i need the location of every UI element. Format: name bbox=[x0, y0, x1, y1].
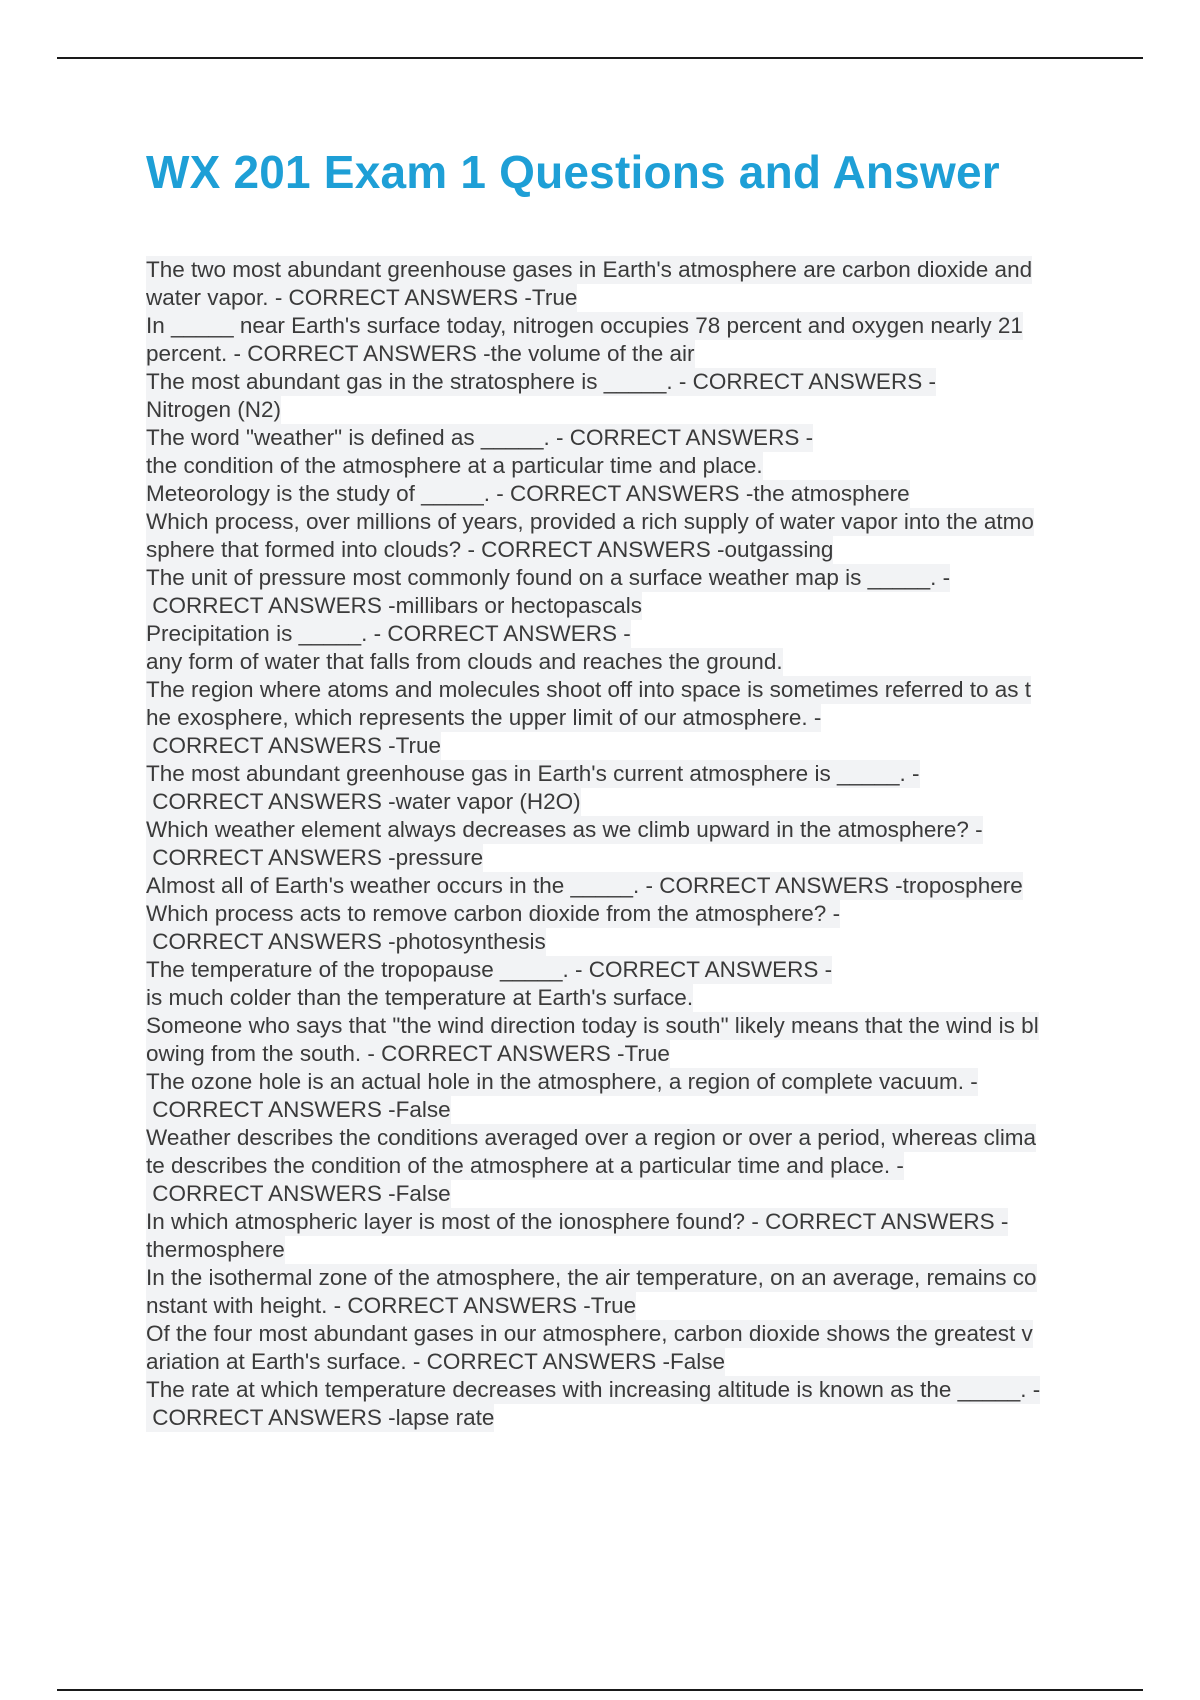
qa-line: thermosphere bbox=[146, 1237, 285, 1262]
qa-line: The two most abundant greenhouse gases in Earth's atmosphere are carbon dioxide and bbox=[146, 257, 1033, 282]
bottom-rule bbox=[57, 1689, 1143, 1691]
qa-line: te describes the condition of the atmosphere at a particular time and place. - bbox=[146, 1153, 904, 1178]
qa-line: CORRECT ANSWERS -lapse rate bbox=[146, 1405, 495, 1430]
qa-line: he exosphere, which represents the upper limit of our atmosphere. - bbox=[146, 705, 822, 730]
qa-line: Which weather element always decreases as we climb upward in the atmosphere? - bbox=[146, 817, 983, 842]
qa-line: CORRECT ANSWERS -True bbox=[146, 733, 442, 758]
qa-line: The ozone hole is an actual hole in the atmosphere, a region of complete vacuum. - bbox=[146, 1069, 978, 1094]
qa-line: CORRECT ANSWERS -millibars or hectopascals bbox=[146, 593, 642, 618]
qa-line: CORRECT ANSWERS -water vapor (H2O) bbox=[146, 789, 581, 814]
qa-line: Weather describes the conditions averaged over a region or over a period, whereas clima bbox=[146, 1125, 1037, 1150]
qa-line: CORRECT ANSWERS -photosynthesis bbox=[146, 929, 546, 954]
qa-line: sphere that formed into clouds? - CORRECT ANSWERS -outgassing bbox=[146, 537, 834, 562]
qa-line: ariation at Earth's surface. - CORRECT ANSWERS -False bbox=[146, 1349, 726, 1374]
qa-line: Meteorology is the study of _____. - CORRECT ANSWERS -the atmosphere bbox=[146, 481, 910, 506]
qa-line: CORRECT ANSWERS -pressure bbox=[146, 845, 484, 870]
qa-line: The rate at which temperature decreases with increasing altitude is known as the _____. - bbox=[146, 1377, 1041, 1402]
qa-line: In _____ near Earth's surface today, nitrogen occupies 78 percent and oxygen nearly 21 bbox=[146, 313, 1023, 338]
qa-line: The unit of pressure most commonly found on a surface weather map is _____. - bbox=[146, 565, 951, 590]
document-title: WX 201 Exam 1 Questions and Answer bbox=[146, 146, 1000, 198]
qa-line: Which process, over millions of years, provided a rich supply of water vapor into the atmo bbox=[146, 509, 1034, 534]
qa-line: The region where atoms and molecules shoot off into space is sometimes referred to as t bbox=[146, 677, 1032, 702]
qa-line: percent. - CORRECT ANSWERS -the volume of the air bbox=[146, 341, 695, 366]
qa-line: owing from the south. - CORRECT ANSWERS -True bbox=[146, 1041, 670, 1066]
qa-line: In the isothermal zone of the atmosphere, the air temperature, on an average, remains co bbox=[146, 1265, 1037, 1290]
qa-line: The temperature of the tropopause _____. - CORRECT ANSWERS - bbox=[146, 957, 833, 982]
top-rule bbox=[57, 57, 1143, 59]
qa-line: nstant with height. - CORRECT ANSWERS -True bbox=[146, 1293, 637, 1318]
qa-line: Nitrogen (N2) bbox=[146, 397, 282, 422]
qa-line: water vapor. - CORRECT ANSWERS -True bbox=[146, 285, 578, 310]
qa-line: Which process acts to remove carbon dioxide from the atmosphere? - bbox=[146, 901, 841, 926]
qa-line: In which atmospheric layer is most of the ionosphere found? - CORRECT ANSWERS - bbox=[146, 1209, 1009, 1234]
qa-line: any form of water that falls from clouds and reaches the ground. bbox=[146, 649, 783, 674]
qa-line: the condition of the atmosphere at a particular time and place. bbox=[146, 453, 763, 478]
qa-line: Someone who says that "the wind direction today is south" likely means that the wind is bl bbox=[146, 1013, 1039, 1038]
qa-line: The word "weather" is defined as _____. - CORRECT ANSWERS - bbox=[146, 425, 814, 450]
qa-line: The most abundant gas in the stratosphere is _____. - CORRECT ANSWERS - bbox=[146, 369, 936, 394]
qa-body bbox=[146, 256, 1086, 1432]
qa-line: CORRECT ANSWERS -False bbox=[146, 1097, 451, 1122]
qa-line: CORRECT ANSWERS -False bbox=[146, 1181, 451, 1206]
qa-line: Precipitation is _____. - CORRECT ANSWERS - bbox=[146, 621, 631, 646]
qa-line: is much colder than the temperature at Earth's surface. bbox=[146, 985, 694, 1010]
qa-line: Almost all of Earth's weather occurs in the _____. - CORRECT ANSWERS -troposphere bbox=[146, 873, 1023, 898]
qa-line: Of the four most abundant gases in our atmosphere, carbon dioxide shows the greatest v bbox=[146, 1321, 1033, 1346]
qa-line: The most abundant greenhouse gas in Earth's current atmosphere is _____. - bbox=[146, 761, 920, 786]
